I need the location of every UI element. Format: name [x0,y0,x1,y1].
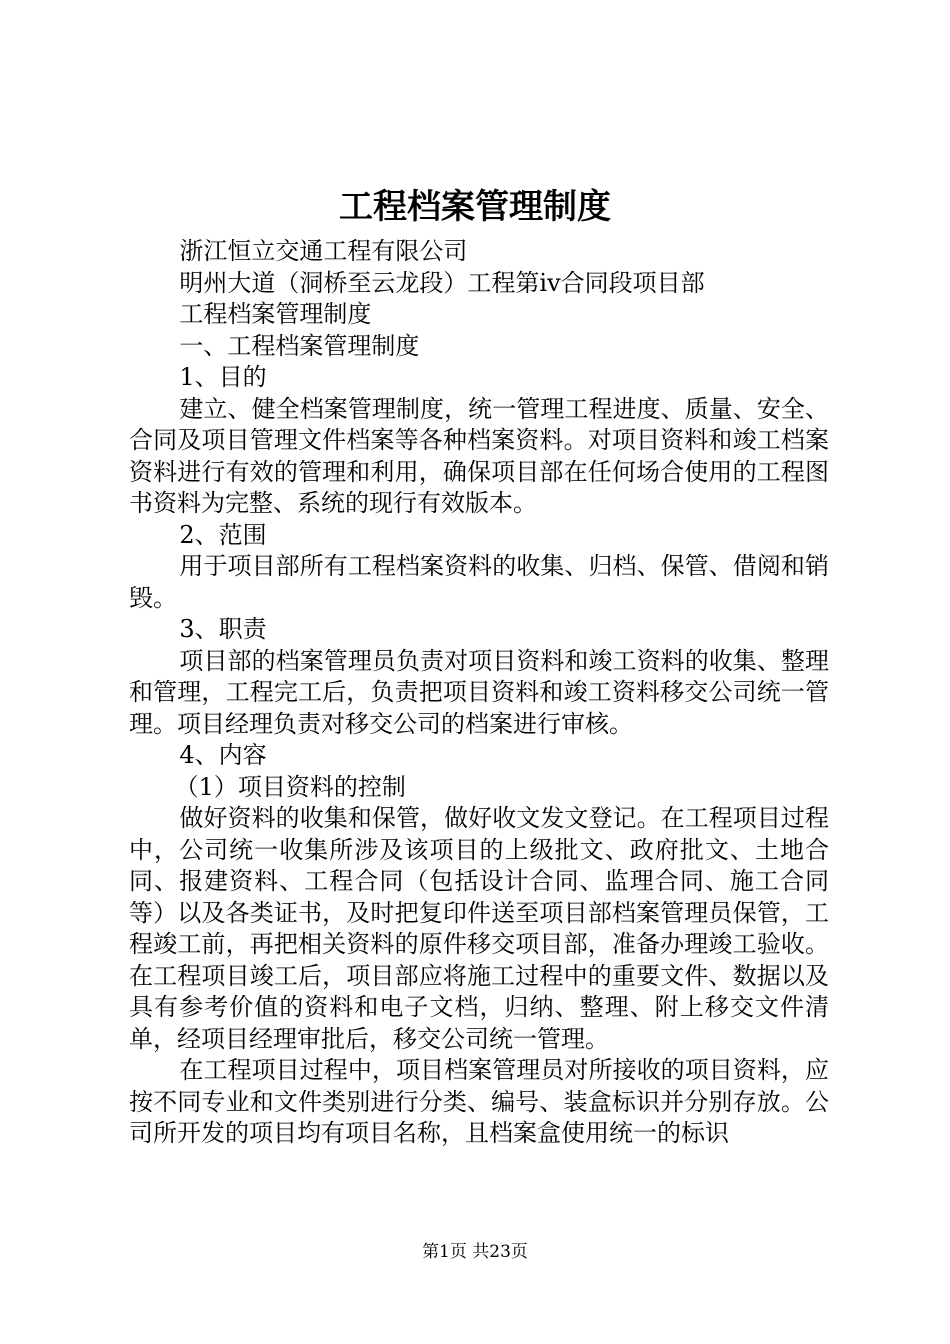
section-heading: 一、工程档案管理制度 [179,331,420,360]
document-title: 工程档案管理制度 [339,187,611,227]
paragraph-content-2: 在工程项目过程中，项目档案管理员对所接收的项目资料，应按不同专业和文件类别进行分类、编号、装盒标识并分别存放。公司所开发的项目均有项目名称，且档案盒使用统一的标识 [129,1056,829,1147]
paragraph-duties: 项目部的档案管理员负责对项目资料和竣工资料的收集、整理和管理，工程完工后，负责把项目资料和竣工资料移交公司统一管理。项目经理负责对移交公司的档案进行审核。 [129,646,829,738]
item-heading-purpose: 1、目的 [179,363,267,391]
subitem-heading: （1）项目资料的控制 [174,772,406,801]
project-department: 明州大道（洞桥至云龙段）工程第iv合同段项目部 [179,268,705,297]
paragraph-purpose: 建立、健全档案管理制度，统一管理工程进度、质量、安全、合同及项目管理文件档案等各种档案资料。对项目资料和竣工档案资料进行有效的管理和利用，确保项目部在任何场合使用的工程图书资料为完整、系统的现行有效版本。 [129,394,829,517]
paragraph-scope: 用于项目部所有工程档案资料的收集、归档、保管、借阅和销毁。 [129,552,829,612]
page-footer: 第1页 共23页 [422,1242,528,1262]
subtitle: 工程档案管理制度 [179,300,372,328]
document-body [129,236,829,1150]
item-heading-duties: 3、职责 [179,615,267,643]
item-heading-scope: 2、范围 [179,520,267,549]
company-name: 浙江恒立交通工程有限公司 [179,237,468,265]
item-heading-content: 4、内容 [179,741,267,769]
paragraph-content-1: 做好资料的收集和保管，做好收文发文登记。在工程项目过程中，公司统一收集所涉及该项目的上级批文、政府批文、土地合同、报建资料、工程合同（包括设计合同、监理合同、施工合同等）以及各类证书，及时把复印件送至项目部档案管理员保管，工程竣工前，再把相关资料的原件移交项目部，准备办理竣工验收。在工程项目竣工后，项目部应将施工过程中的重要文件、数据以及具有参考价值的资料和电子文档，归纳、整理、附上移交文件清单，经项目经理审批后，移交公司统一管理。 [129,804,829,1053]
